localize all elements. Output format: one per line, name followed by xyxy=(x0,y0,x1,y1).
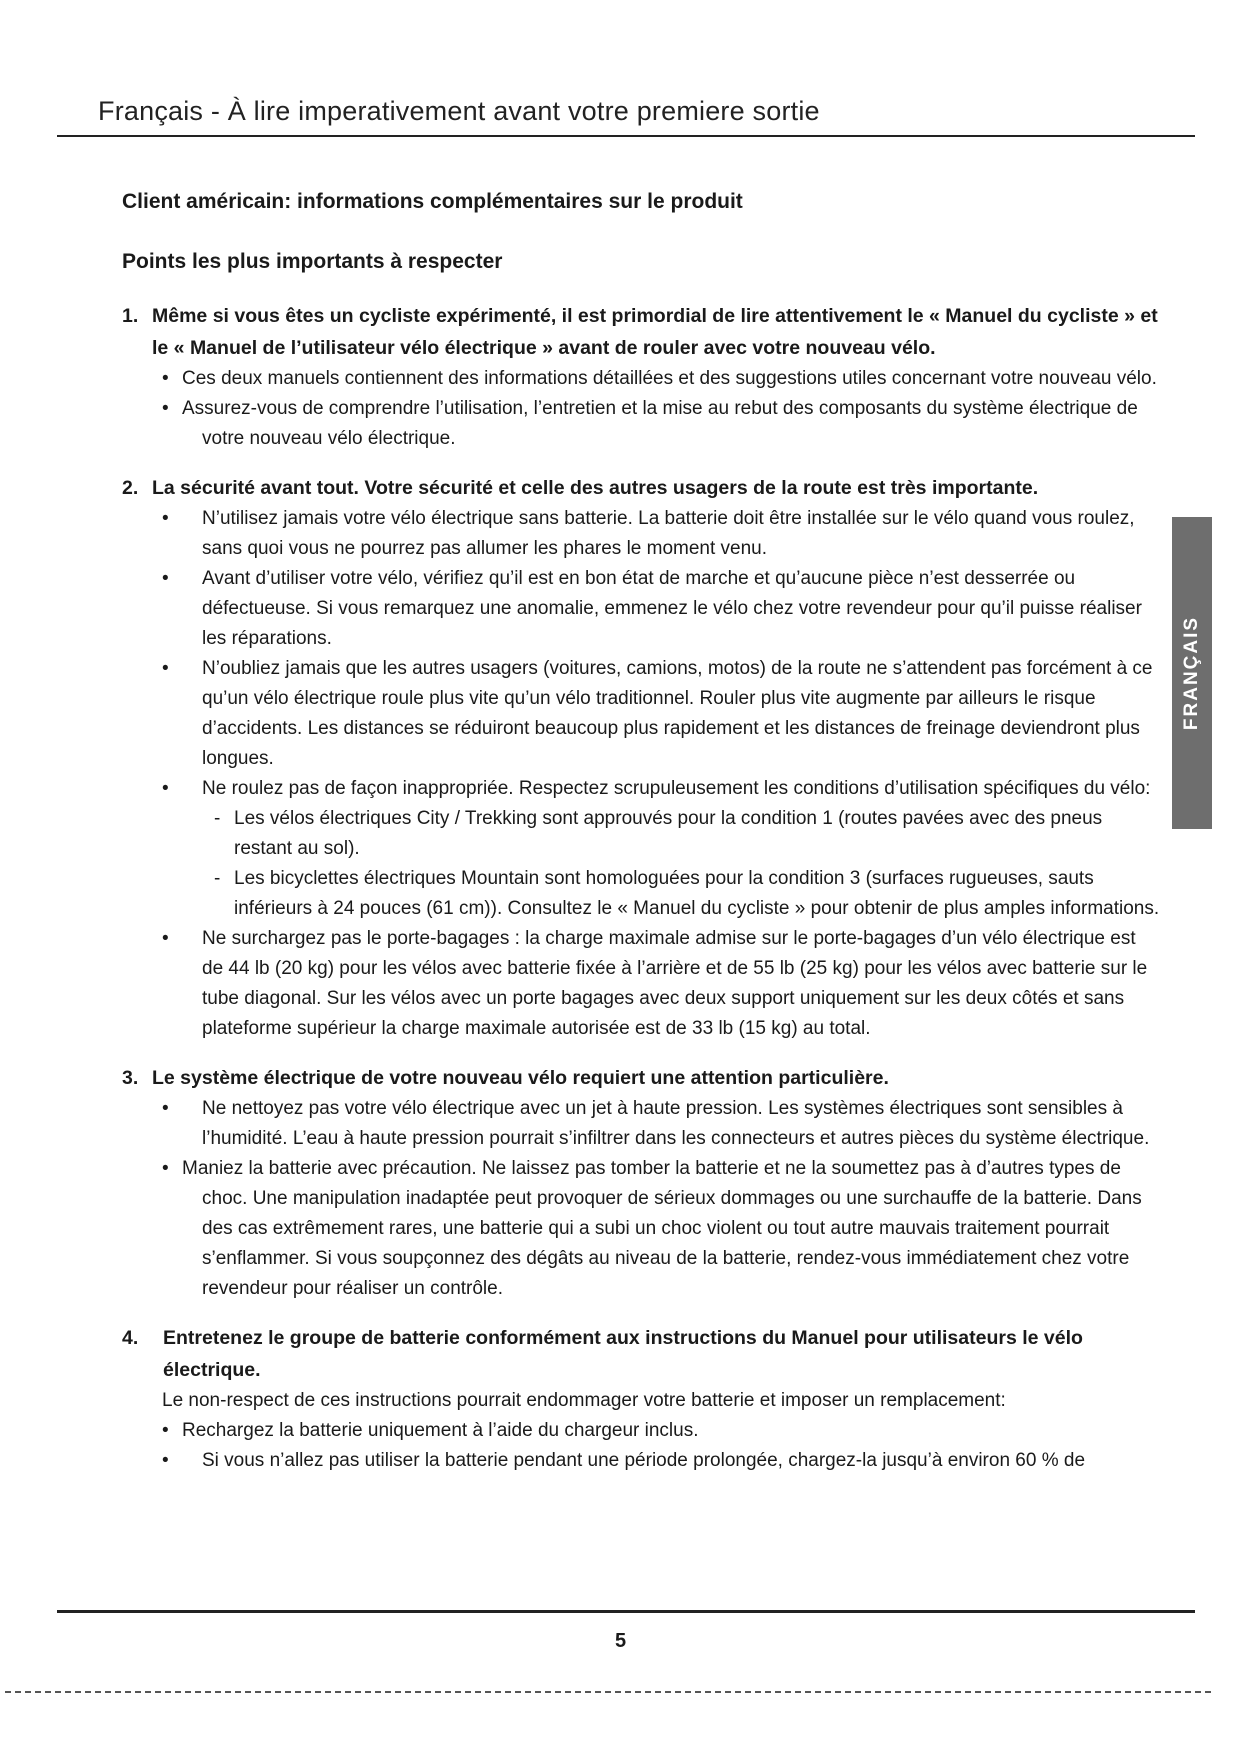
section-title: Entretenez le groupe de batterie conformément aux instructions du Manuel pour utilisateurs le vélo électrique. xyxy=(163,1327,1083,1381)
bullet-text: N’utilisez jamais votre vélo électrique sans batterie. La batterie doit être installée sur le vélo quand vous roulez, sans quoi vous ne pourrez pas allumer les phares le moment venu. xyxy=(202,508,1135,559)
numbered-section xyxy=(122,472,1162,1044)
bullet-item xyxy=(122,924,1162,1044)
bullet-text: Si vous n’allez pas utiliser la batterie pendant une période prolongée, chargez-la jusqu’à environ 60 % de xyxy=(202,1450,1086,1471)
bullet-marker: • xyxy=(162,508,169,529)
bullet-marker: • xyxy=(162,1450,169,1471)
bullet-item xyxy=(122,364,1162,394)
dash-marker: - xyxy=(214,868,221,889)
header-divider xyxy=(57,135,1195,137)
bullet-marker: • xyxy=(162,928,169,949)
sub-bullet-text: Les vélos électriques City / Trekking sont approuvés pour la condition 1 (routes pavées avec des pneus restant au sol). xyxy=(234,808,1103,859)
bullet-item xyxy=(122,1416,1162,1446)
bullet-item xyxy=(122,1154,1162,1304)
section-title: La sécurité avant tout. Votre sécurité et celle des autres usagers de la route est très importante. xyxy=(152,477,1039,499)
bullet-marker: • xyxy=(162,658,169,679)
numbered-section xyxy=(122,300,1162,454)
bullet-text: Ces deux manuels contiennent des informations détaillées et des suggestions utiles concernant votre nouveau vélo. xyxy=(182,368,1157,389)
language-tab-label: FRANÇAIS xyxy=(1181,615,1202,731)
bullet-text: Ne roulez pas de façon inappropriée. Respectez scrupuleusement les conditions d’utilisation spécifiques du vélo: xyxy=(202,778,1151,799)
bullet-text: Ne nettoyez pas votre vélo électrique avec un jet à haute pression. Les systèmes électriques sont sensibles à l’humidité. L’eau à haute pression pourrait s’infiltrer dans les connecteurs et autres pièces du système électrique. xyxy=(202,1098,1150,1149)
section-title: Le système électrique de votre nouveau vélo requiert une attention particulière. xyxy=(152,1067,889,1089)
section-heading-key-points: Points les plus importants à respecter xyxy=(122,250,503,273)
bullet-item xyxy=(122,504,1162,564)
bullet-item xyxy=(122,654,1162,774)
bullet-marker: • xyxy=(162,1420,169,1441)
bullet-item xyxy=(122,1446,1162,1476)
bullet-text: Ne surchargez pas le porte-bagages : la charge maximale admise sur le porte-bagages d’un vélo électrique est de 44 lb (20 kg) pour les vélos avec batterie fixée à l’arrière et de 55 lb (25 kg) pour les vélos avec batterie sur le tube diagonal. Sur les vélos avec un porte bagages avec deux support uniquement sur les deux côtés et sans plateforme supérieur la charge maximale autorisée est de 33 lb (15 kg) au total. xyxy=(202,928,1148,1039)
bullet-marker: • xyxy=(162,398,169,419)
section-number: 4. xyxy=(122,1327,139,1349)
bullet-item xyxy=(122,394,1162,454)
sub-bullet-item xyxy=(122,804,1162,864)
section-number: 1. xyxy=(122,305,139,327)
footer-divider xyxy=(57,1610,1195,1613)
bullet-text: Maniez la batterie avec précaution. Ne laissez pas tomber la batterie et ne la soumettez pas à d’autres types de choc. Une manipulation inadaptée peut provoquer de sérieux dommages ou une surchauffe de la batterie. Dans des cas extrêmement rares, une batterie qui a subi un choc violent ou tout autre mauvais traitement pourrait s’enflammer. Si vous soupçonnez des dégâts au niveau de la batterie, rendez-vous immédiatement chez votre revendeur pour réaliser un contrôle. xyxy=(182,1158,1142,1299)
page-number: 5 xyxy=(614,1630,627,1652)
bullet-marker: • xyxy=(162,1158,169,1179)
section-title: Même si vous êtes un cycliste expérimenté, il est primordial de lire attentivement le « Manuel du cycliste » et le « Manuel de l’utilisateur vélo électrique » avant de rouler avec votre nouveau vélo. xyxy=(152,305,1158,359)
bullet-marker: • xyxy=(162,778,169,799)
numbered-section xyxy=(122,1322,1162,1476)
bullet-marker: • xyxy=(162,1098,169,1119)
bullet-text: Rechargez la batterie uniquement à l’aide du chargeur inclus. xyxy=(182,1420,699,1441)
section-number: 2. xyxy=(122,477,139,499)
section-heading-us-customer: Client américain: informations complémentaires sur le produit xyxy=(122,190,743,213)
numbered-section xyxy=(122,1062,1162,1304)
sub-bullet-text: Les bicyclettes électriques Mountain sont homologuées pour la condition 3 (surfaces rugueuses, sauts inférieurs à 24 pouces (61 cm)). Consultez le « Manuel du cycliste » pour obtenir de plus amples informations. xyxy=(234,868,1160,919)
bullet-text: N’oubliez jamais que les autres usagers (voitures, camions, motos) de la route ne s’attendent pas forcément à ce qu’un vélo électrique roule plus vite qu’un vélo traditionnel. Rouler plus vite augmente par ailleurs le risque d’accidents. Les distances se réduiront beaucoup plus rapidement et les distances de freinage deviendront plus longues. xyxy=(202,658,1153,769)
document-body xyxy=(122,188,1162,1494)
section-number: 3. xyxy=(122,1067,139,1089)
page-header-title: Français - À lire imperativement avant votre premiere sortie xyxy=(98,96,820,126)
sub-bullet-item xyxy=(122,864,1162,924)
dash-marker: - xyxy=(214,808,221,829)
bottom-dashed-line xyxy=(5,1691,1211,1693)
section-intro: Le non-respect de ces instructions pourrait endommager votre batterie et imposer un remplacement: xyxy=(162,1390,1006,1411)
language-side-tab xyxy=(1172,517,1212,829)
bullet-marker: • xyxy=(162,368,169,389)
bullet-text: Avant d’utiliser votre vélo, vérifiez qu’il est en bon état de marche et qu’aucune pièce n’est desserrée ou défectueuse. Si vous remarquez une anomalie, emmenez le vélo chez votre revendeur pour qu’il puisse réaliser les réparations. xyxy=(202,568,1142,649)
bullet-item xyxy=(122,564,1162,654)
bullet-item xyxy=(122,1094,1162,1154)
bullet-text: Assurez-vous de comprendre l’utilisation, l’entretien et la mise au rebut des composants du système électrique de votre nouveau vélo électrique. xyxy=(182,398,1138,449)
bullet-item xyxy=(122,774,1162,804)
bullet-marker: • xyxy=(162,568,169,589)
